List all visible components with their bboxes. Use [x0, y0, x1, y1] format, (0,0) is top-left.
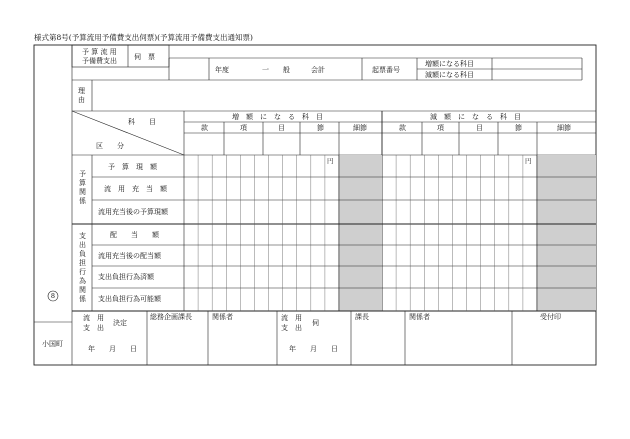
yen-unit-inc: 円 [327, 157, 334, 165]
row-committed: 支出負担行為済額 [98, 273, 154, 281]
yen-unit-dec: 円 [525, 157, 532, 165]
inquiry-label-2: 支 出 [281, 324, 302, 332]
voucher-label: 伺 票 [134, 53, 155, 61]
budget-group-label: 予算関係 [79, 170, 86, 205]
col-kou-inc: 項 [240, 124, 247, 132]
section-chief: 課長 [355, 313, 369, 321]
decision-word: 決定 [113, 319, 127, 327]
type-label-1: 予 算 流 用 [82, 48, 117, 56]
voucher-number-label: 起票番号 [372, 66, 400, 74]
row-committable: 支出負担行為可能額 [98, 295, 161, 303]
decision-label-1: 流 用 [83, 314, 104, 322]
reason-label: 理由 [78, 87, 85, 104]
col-saisetsu-inc: 細節 [353, 124, 367, 132]
decrease-header: 減 額 に な る 科 目 [430, 113, 521, 121]
col-kan-dec: 款 [399, 124, 406, 132]
inquiry-label-1: 流 用 [281, 314, 302, 322]
kubun-label: 区 分 [96, 142, 124, 150]
row-transfer-amount: 流 用 充 当 額 [104, 185, 167, 193]
col-kan-inc: 款 [201, 124, 208, 132]
town-name: 小国町 [42, 340, 63, 348]
general-planning-chief: 総務企画課長 [150, 313, 192, 321]
col-moku-dec: 目 [476, 124, 483, 132]
account-general-label: 一 般 会計 [262, 66, 325, 74]
form-title: 様式第8号(予算流用予備費支出伺票)(予算流用予備費支出通知票) [34, 33, 253, 42]
col-kou-dec: 項 [437, 124, 444, 132]
col-moku-inc: 目 [278, 124, 285, 132]
kamoku-label: 科 目 [128, 118, 156, 126]
row-budget-current: 予 算 現 額 [108, 163, 157, 171]
related-staff-1: 関係者 [212, 313, 233, 321]
inquiry-word: 伺 [312, 319, 319, 327]
increase-subject-label: 増額になる科目 [425, 60, 474, 68]
date-right: 年 月 日 [289, 345, 338, 353]
increase-header: 増 額 に な る 科 目 [232, 113, 323, 121]
date-left: 年 月 日 [88, 345, 137, 353]
col-saisetsu-dec: 細節 [557, 124, 571, 132]
col-setsu-inc: 節 [317, 124, 324, 132]
decision-label-2: 支 出 [83, 324, 104, 332]
row-allocation-after: 流用充当後の配当額 [98, 252, 161, 260]
type-label-2: 予備費支出 [82, 57, 117, 65]
decrease-subject-label: 減額になる科目 [425, 71, 474, 79]
row-budget-after: 流用充当後の予算現額 [98, 208, 168, 216]
receipt-stamp: 受付印 [540, 313, 561, 321]
expense-group-label: 支出負担行為関係 [79, 232, 86, 303]
col-setsu-dec: 節 [515, 124, 522, 132]
row-allocation: 配 当 額 [110, 231, 159, 239]
related-staff-2: 関係者 [409, 313, 430, 321]
fiscal-year-label: 年度 [215, 66, 229, 74]
circle-mark-number: 8 [50, 292, 56, 300]
